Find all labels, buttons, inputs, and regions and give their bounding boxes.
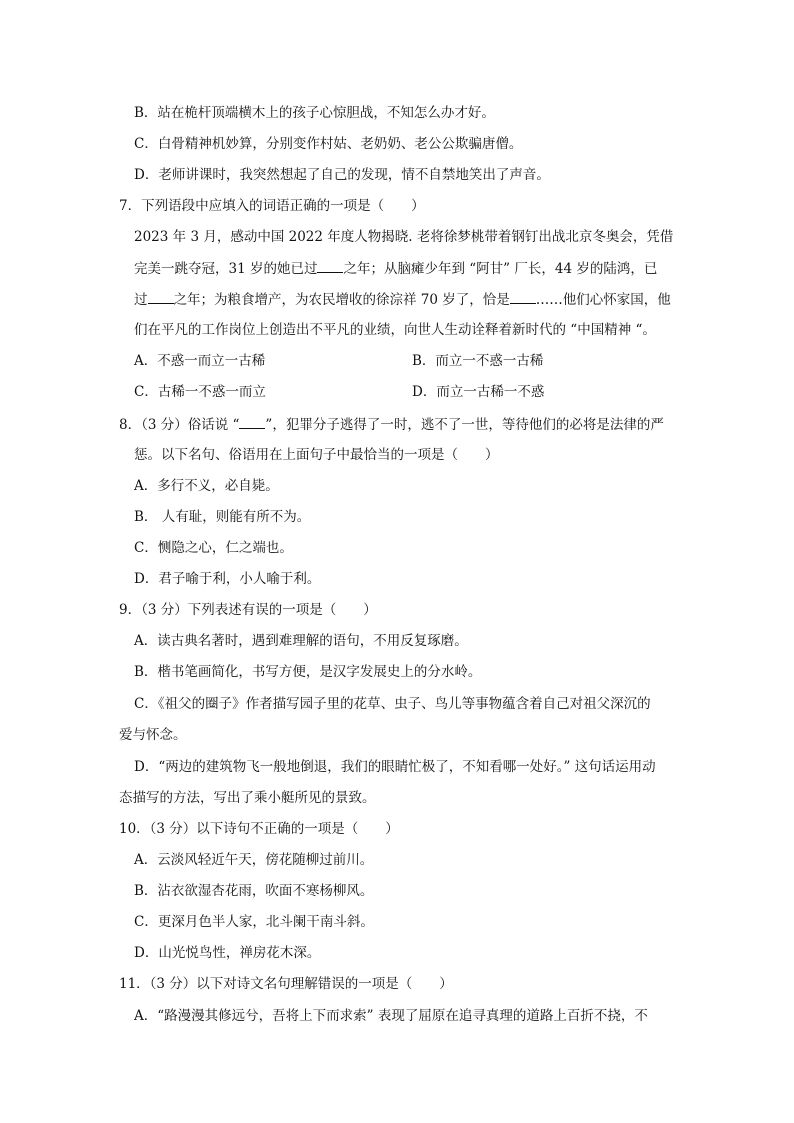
q10-stem: 10．（3 分）以下诗句不正确的一项是（ ） [119, 821, 399, 837]
q7-stem: 7．下列语段中应填入的词语正确的一项是（ ） [119, 198, 425, 214]
q9-stem: 9．（3 分）下列表述有误的一项是（ ） [119, 602, 377, 618]
q11-stem: 11．（3 分）以下对诗文名句理解错误的一项是（ ） [119, 976, 453, 992]
q10-option-c: C．更深月色半人家，北斗阑干南斗斜。 [134, 914, 374, 930]
q8-option-b: B． 人有耻，则能有所不为。 [134, 509, 311, 525]
q7-passage-text: 之年；为粮食增产，为农民增收的徐淙祥 70 岁了，恰是 [173, 292, 510, 308]
q7-passage-text: 之年；从脑瘫少年到 “阿甘” 厂长，44 岁的陆鸿，已 [343, 261, 658, 277]
q8-option-a: A．多行不义，必自毙。 [134, 478, 279, 494]
q8-option-c: C．恻隐之心，仁之端也。 [134, 540, 293, 556]
q7-passage-line-1: 2023 年 3 月，感动中国 2022 年度人物揭晓. 老将徐梦桃带着钢钉出战北京冬奥会，凭借 [134, 229, 674, 245]
q9-option-c-line-1: C．《祖父的圈子》作者描写园子里的花草、虫子、鸟儿等事物蕴含着自己对祖父深沉的 [134, 696, 651, 712]
q9-option-d-line-2: 态描写的方法，写出了乘小艇所见的景致。 [119, 790, 376, 806]
fill-blank [510, 289, 536, 304]
q8-stem-line-2: 惩。以下名句、俗语用在上面句子中最恰当的一项是（ ） [134, 447, 499, 463]
fill-blank [239, 414, 265, 429]
q8-stem-text: 8．（3 分）俗话说 “ [119, 417, 240, 433]
q9-option-a: A．读古典名著时，遇到难理解的语句，不用反复琢磨。 [134, 633, 468, 649]
q9-option-d-line-1: D．“两边的建筑物飞一般地倒退，我们的眼睛忙极了，不知看哪一处好。” 这句话运用动 [134, 759, 656, 775]
fill-blank [148, 289, 174, 304]
q6-option-b: B．站在桅杆顶端横木上的孩子心惊胆战，不知怎么办才好。 [134, 105, 495, 121]
q8-stem-line-1 [119, 414, 664, 435]
q7-passage-line-4: 们在平凡的工作岗位上创造出不平凡的业绩，向世人生动诠释着新时代的 “中国精神 “。 [134, 322, 656, 338]
q7-passage-text: ……他们心怀家国，他 [535, 292, 671, 308]
q10-option-b: B．沾衣欲湿杏花雨，吹面不寒杨柳风。 [134, 883, 374, 899]
q7-passage-line-3 [134, 289, 671, 310]
q7-option-b: B．而立一不惑一古稀 [412, 353, 544, 369]
q6-option-d: D．老师讲课时，我突然想起了自己的发现，情不自禁地笑出了声音。 [134, 167, 550, 183]
q7-passage-text: 完美一跳夺冠，31 岁的她已过 [134, 261, 318, 277]
q7-passage-text: 过 [134, 292, 148, 308]
q6-option-c: C．白骨精神机妙算，分别变作村姑、老奶奶、老公公欺骗唐僧。 [134, 136, 523, 152]
q9-option-b: B．楷书笔画简化，书写方便，是汉字发展史上的分水岭。 [134, 664, 482, 680]
q10-option-a: A．云淡风轻近午天，傍花随柳过前川。 [134, 852, 374, 868]
q9-option-c-line-2: 爱与怀念。 [119, 727, 187, 743]
q7-passage-line-2 [134, 258, 657, 279]
q7-option-d: D．而立一古稀一不惑 [412, 384, 545, 400]
q8-stem-text: ”，犯罪分子逃得了一时，逃不了一世，等待他们的必将是法律的严 [265, 417, 664, 433]
q7-option-c: C．古稀一不惑一而立 [134, 384, 266, 400]
fill-blank [317, 258, 343, 273]
q11-option-a: A．“路漫漫其修远兮，吾将上下而求索” 表现了屈原在追寻真理的道路上百折不挠，不 [134, 1008, 648, 1024]
q7-option-a: A．不惑一而立一古稀 [134, 353, 266, 369]
q10-option-d: D．山光悦鸟性，禅房花木深。 [134, 945, 321, 961]
q8-option-d: D．君子喻于利，小人喻于利。 [134, 571, 321, 587]
